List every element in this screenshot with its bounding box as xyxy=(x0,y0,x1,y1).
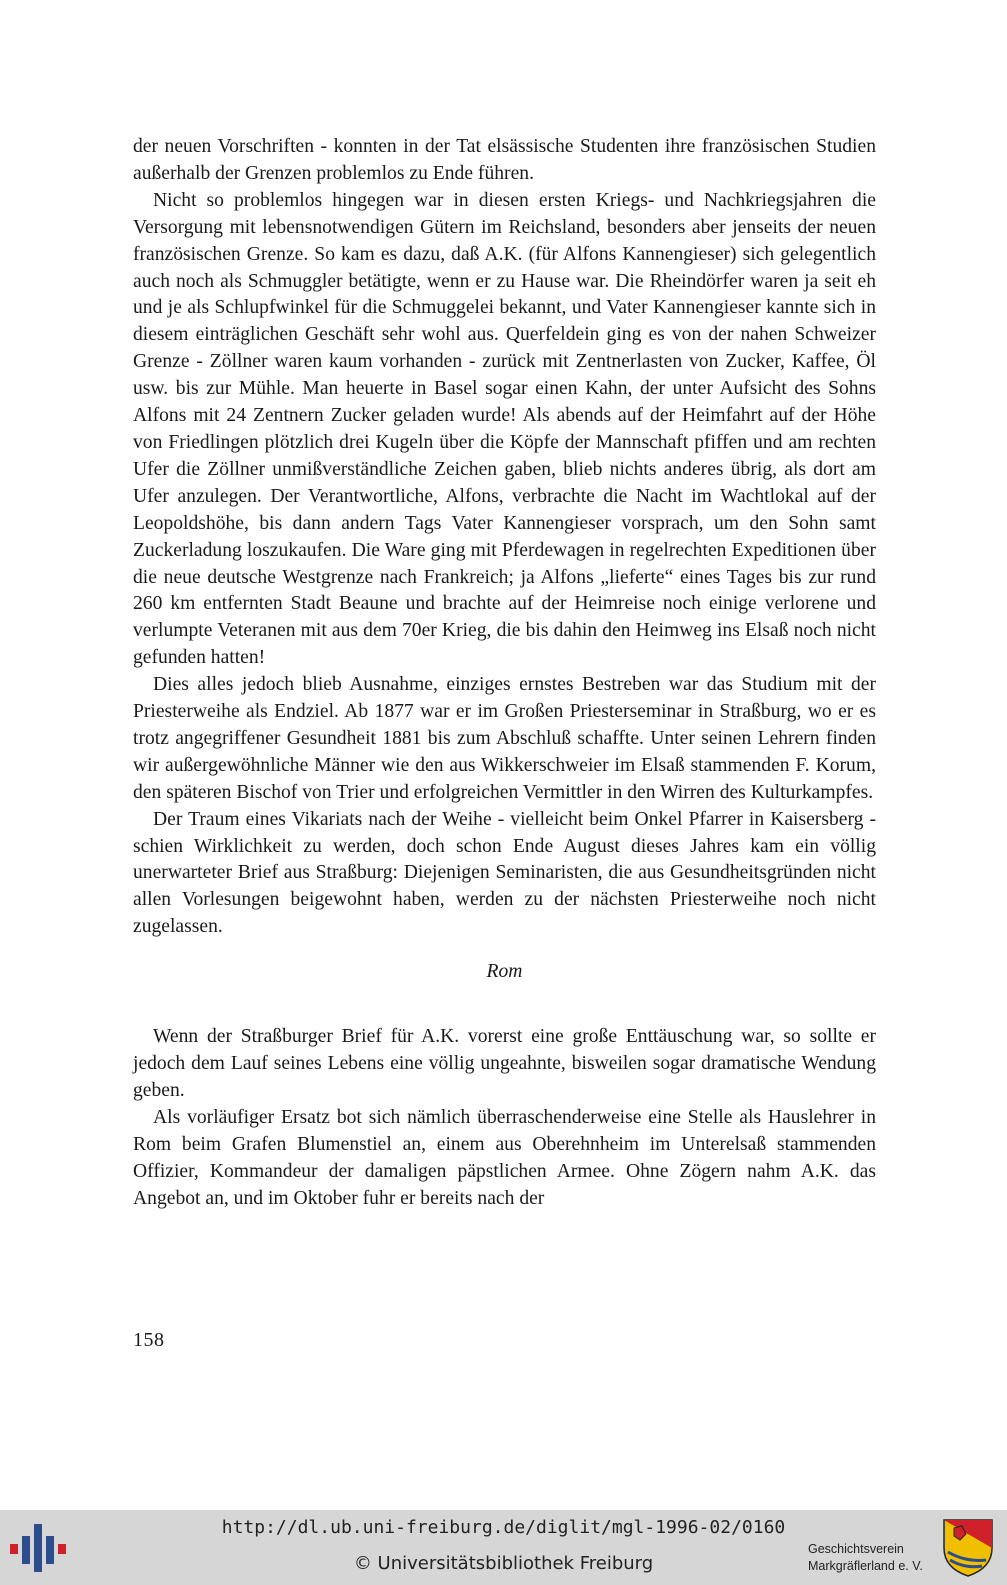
paragraph-5: Wenn der Straßburger Brief für A.K. vorerst eine große Enttäuschung war, so sollte er jedoch dem Lauf seines Lebens eine völlig ungeahnte, bisweilen sogar dramatische Wendung geben. xyxy=(133,1026,876,1101)
society-line-1: Geschichtsverein xyxy=(808,1542,904,1556)
section-heading: Rom xyxy=(486,961,523,983)
footer-url-link[interactable]: http://dl.ub.uni-freiburg.de/diglit/mgl-1996-02/0160 xyxy=(221,1517,786,1538)
footer-copyright: © Universitätsbibliothek Freiburg xyxy=(353,1553,654,1574)
paragraph-4: Der Traum eines Vikariats nach der Weihe - vielleicht beim Onkel Pfarrer in Kaisersberg - schien Wirklichkeit zu werden, doch schon Ende August dieses Jahres kam ein völlig unerwarteter Brief aus Straßburg: Diejenigen Seminaristen, die aus Gesundheitsgründen nicht allen Vorlesungen beigewohnt haben, werden zu der nächsten Priesterweihe noch nicht zugelassen. xyxy=(133,808,876,938)
paragraph-3: Dies alles jedoch blieb Ausnahme, einziges ernstes Bestreben war das Studium mit der Priesterweihe als Endziel. Ab 1877 war er im Großen Priesterseminar in Straßburg, wo er es trotz angegriffener Gesundheit 1881 bis zum Abschluß schaffte. Unter seinen Lehrern finden wir außergewöhnliche Männer wie den aus Wikkerschweier im Elsaß stammenden F. Korum, den späteren Bischof von Trier und erfolgreichen Vermittler in den Wirren des Kulturkampfes. xyxy=(133,674,876,803)
footer-bar xyxy=(0,1510,1007,1585)
paragraph-2: Nicht so problemlos hingegen war in diesen ersten Kriegs- und Nachkriegsjahren die Versorgung mit lebensnotwendigen Gütern im Reichsland, besonders aber jenseits der neuen französischen Grenze. So kam es dazu, daß A.K. (für Alfons Kannengieser) sich gelegentlich auch noch als Schmuggler betätigte, wenn er zu Hause war. Die Rheindörfer waren ja seit eh und je als Schlupfwinkel für die Schmuggelei bekannt, und Vater Kannengieser kannte sich in diesem einträglichen Geschäft sehr wohl aus. Querfeldein ging es von der nahen Schweizer Grenze - Zöllner waren kaum vorhanden - zurück mit Zentnerlasten von Zucker, Kaffee, Öl usw. bis zur Mühle. Man heuerte in Basel sogar einen Kahn, der unter Aufsicht des Sohns Alfons mit 24 Zentnern Zucker geladen wurde! Als abends auf der Heimfahrt auf der Höhe von Friedlingen plötzlich drei Kugeln über die Köpfe der Mannschaft pfiffen und am rechten Ufer die Zöllner unmißverständliche Zeichen gaben, blieb nichts anderes übrig, als dort am Ufer anzulegen. Der Verantwortliche, Alfons, verbrachte die Nacht im Wachtlokal auf der Leopoldshöhe, bis dann andern Tags Vater Kannengieser vorsprach, um den Sohn samt Zuckerladung loszukaufen. Die Ware ging mit Pferdewagen in regelrechten Expeditionen über die neue deutsche Westgrenze nach Frankreich; ja Alfons „lieferte“ eines Tages bis zur rund 260 km entfernten Stadt Beaune und brachte auf der Heimreise noch einige verlorene und verlumpte Veteranen mit aus dem 70er Krieg, die bis dahin den Heimweg ins Elsaß noch nicht gefunden hatten! xyxy=(133,189,876,669)
society-name xyxy=(808,1541,938,1575)
paragraph-6: Als vorläufiger Ersatz bot sich nämlich überraschenderweise eine Stelle als Hauslehrer in Rom beim Grafen Blumenstiel an, einem aus Oberehnheim im Unterelsaß stammenden Offizier, Kommandeur der damaligen päpstlichen Armee. Ohne Zögern nahm A.K. das Angebot an, und im Oktober fuhr er bereits nach der xyxy=(133,1106,876,1209)
paragraph-1: der neuen Vorschriften - konnten in der Tat elsässische Studenten ihre französischen Studien außerhalb der Grenzen problemlos zu Ende führen. xyxy=(133,136,876,184)
crest-icon xyxy=(942,1518,994,1578)
page-body xyxy=(133,134,876,1212)
society-line-2: Markgräflerland e. V. xyxy=(808,1559,923,1573)
page-number: 158 xyxy=(133,1329,165,1351)
